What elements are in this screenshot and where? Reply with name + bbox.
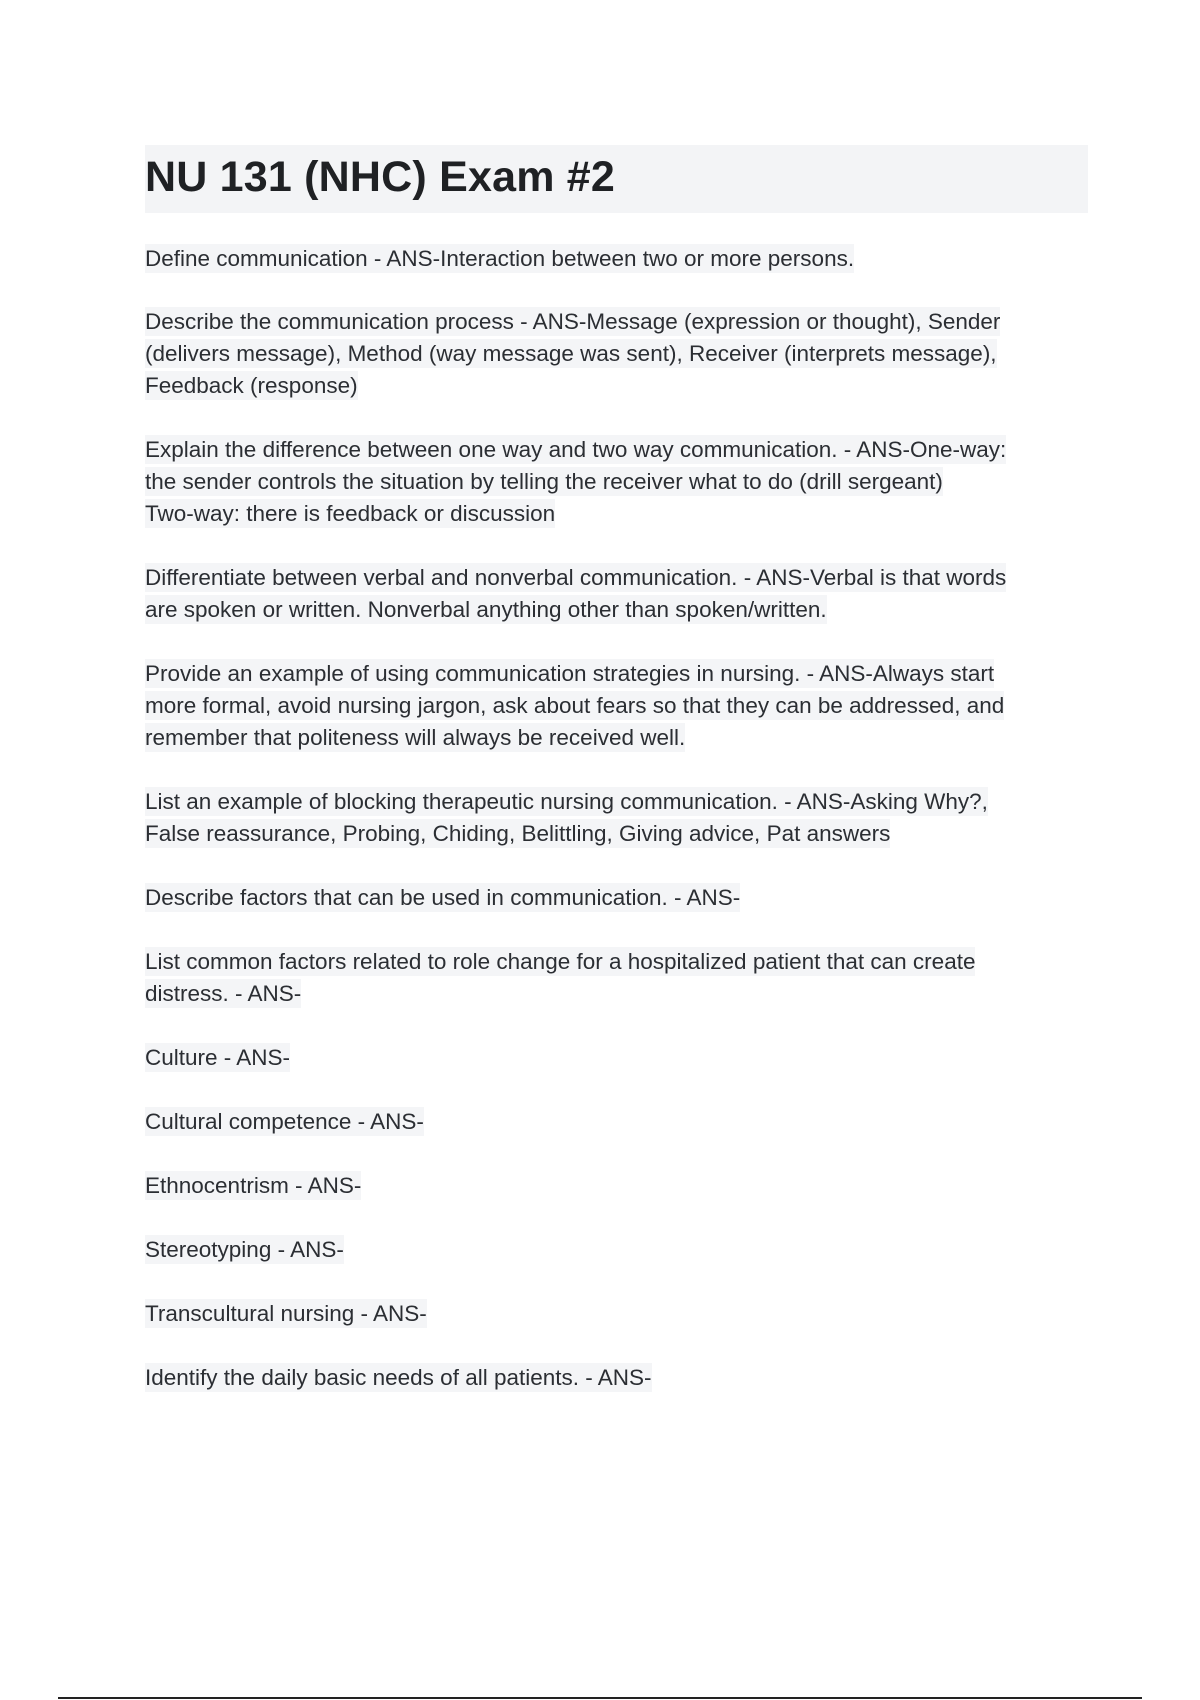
qa-line: [145, 978, 1085, 1010]
page-title: NU 131 (NHC) Exam #2: [145, 153, 616, 201]
qa-line: [145, 818, 1085, 850]
qa-line-text: Describe the communication process - ANS-Message (expression or thought), Sender: [145, 309, 1001, 334]
qa-line-text: distress. - ANS-: [145, 981, 302, 1006]
qa-line: [145, 466, 1085, 498]
qa-line: [145, 338, 1085, 370]
footer-divider: [58, 1697, 1142, 1699]
qa-line: [145, 1298, 1085, 1330]
qa-entry-ethnocentrism: [145, 1170, 1085, 1202]
qa-line: [145, 594, 1085, 626]
qa-line-text: are spoken or written. Nonverbal anything other than spoken/written.: [145, 597, 827, 622]
qa-entry-define-communication: [145, 243, 1085, 275]
qa-line: [145, 1362, 1085, 1394]
qa-entry-stereotyping: [145, 1234, 1085, 1266]
title-banner: [145, 145, 1088, 213]
qa-entry-role-change: [145, 946, 1085, 1010]
qa-line-text: Transcultural nursing - ANS-: [145, 1301, 427, 1326]
qa-entry-communication-strategies: [145, 658, 1085, 754]
qa-line-text: Explain the difference between one way and two way communication. - ANS-One-way:: [145, 437, 1007, 462]
qa-line: [145, 1234, 1085, 1266]
qa-line: [145, 882, 1085, 914]
qa-line: [145, 370, 1085, 402]
qa-line-text: Differentiate between verbal and nonverbal communication. - ANS-Verbal is that words: [145, 565, 1007, 590]
qa-line-text: Provide an example of using communication strategies in nursing. - ANS-Always start: [145, 661, 995, 686]
qa-line-text: Two-way: there is feedback or discussion: [145, 501, 556, 526]
qa-entry-verbal-nonverbal: [145, 562, 1085, 626]
qa-line-text: Define communication - ANS-Interaction between two or more persons.: [145, 246, 855, 271]
qa-line-text: Describe factors that can be used in communication. - ANS-: [145, 885, 741, 910]
qa-line-text: Stereotyping - ANS-: [145, 1237, 344, 1262]
qa-entry-communication-factors: [145, 882, 1085, 914]
qa-entry-daily-basic-needs: [145, 1362, 1085, 1394]
qa-line: [145, 658, 1085, 690]
qa-line-text: False reassurance, Probing, Chiding, Belittling, Giving advice, Pat answers: [145, 821, 891, 846]
qa-entry-cultural-competence: [145, 1106, 1085, 1138]
qa-entry-transcultural-nursing: [145, 1298, 1085, 1330]
qa-line-text: Culture - ANS-: [145, 1045, 291, 1070]
qa-entry-blocking-communication: [145, 786, 1085, 850]
qa-line: [145, 243, 1085, 275]
qa-entry-one-way-two-way: [145, 434, 1085, 530]
qa-line-text: List an example of blocking therapeutic nursing communication. - ANS-Asking Why?,: [145, 789, 988, 814]
qa-line: [145, 946, 1085, 978]
qa-line-text: more formal, avoid nursing jargon, ask about fears so that they can be addressed, and: [145, 693, 1005, 718]
qa-line: [145, 434, 1085, 466]
qa-line: [145, 306, 1085, 338]
qa-line: [145, 786, 1085, 818]
qa-line-text: (delivers message), Method (way message was sent), Receiver (interprets message),: [145, 341, 997, 366]
qa-line: [145, 1170, 1085, 1202]
qa-line-text: Feedback (response): [145, 373, 358, 398]
qa-line: [145, 498, 1085, 530]
qa-line-text: List common factors related to role change for a hospitalized patient that can create: [145, 949, 976, 974]
qa-line-text: Cultural competence - ANS-: [145, 1109, 424, 1134]
qa-line-text: Ethnocentrism - ANS-: [145, 1173, 362, 1198]
qa-line: [145, 1106, 1085, 1138]
qa-entry-culture: [145, 1042, 1085, 1074]
qa-line-text: Identify the daily basic needs of all patients. - ANS-: [145, 1365, 652, 1390]
qa-line: [145, 562, 1085, 594]
qa-line: [145, 1042, 1085, 1074]
qa-line: [145, 722, 1085, 754]
qa-entry-communication-process: [145, 306, 1085, 402]
qa-line-text: remember that politeness will always be received well.: [145, 725, 686, 750]
qa-line: [145, 690, 1085, 722]
qa-line-text: the sender controls the situation by telling the receiver what to do (drill sergeant): [145, 469, 943, 494]
